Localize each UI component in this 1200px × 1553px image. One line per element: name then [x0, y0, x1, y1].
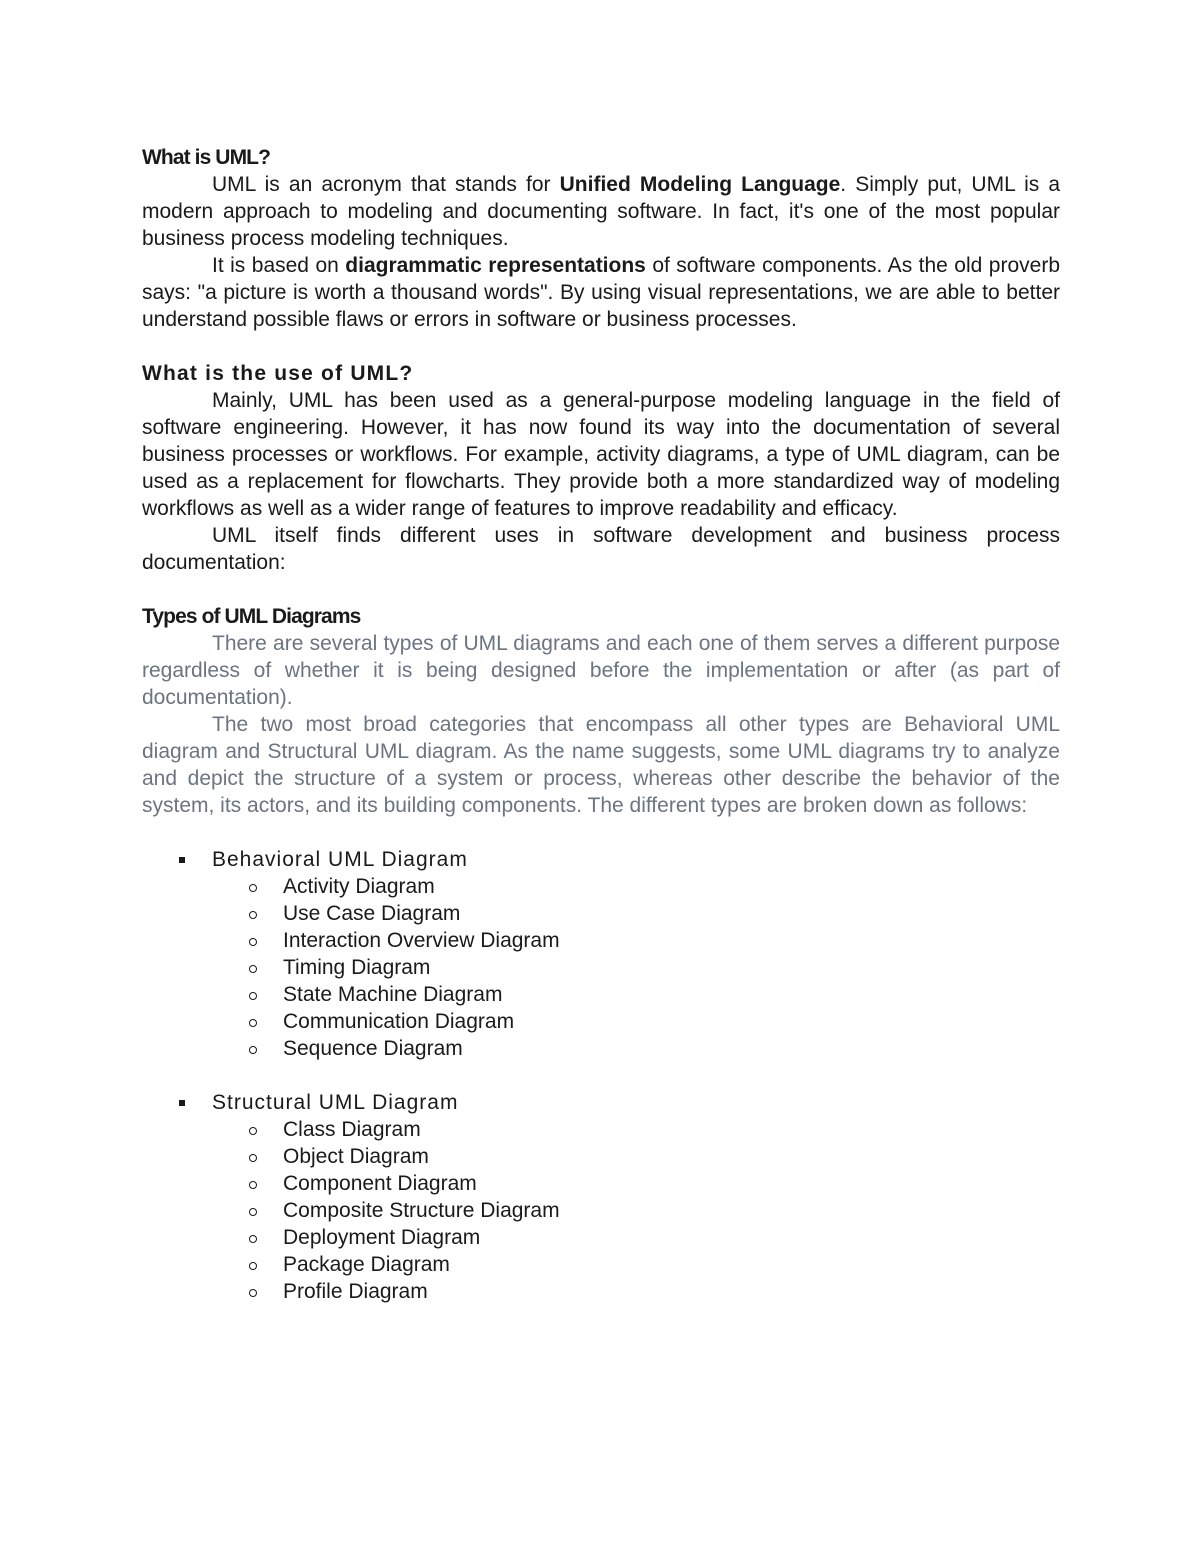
- square-bullet-icon: [179, 857, 185, 863]
- sublist-behavioral: [212, 873, 1060, 1062]
- list-item-label: State Machine Diagram: [283, 983, 503, 1006]
- list-item: [212, 900, 1060, 927]
- circle-bullet-icon: [249, 1289, 257, 1297]
- circle-bullet-icon: [249, 1208, 257, 1216]
- text-segment: UML is an acronym that stands for: [212, 173, 560, 196]
- circle-bullet-icon: [249, 1046, 257, 1054]
- paragraph-types-intro: There are several types of UML diagrams and each one of them serves a different purpose regardless of whether it is being designed before the implementation or after (as part of documentation).: [142, 632, 1060, 709]
- heading-types-of-uml: Types of UML Diagrams: [142, 605, 361, 628]
- paragraph-uml-acronym: [142, 171, 1060, 252]
- paragraph-uml-uses: UML itself finds different uses in software development and business process documentation:: [142, 524, 1060, 574]
- list-behavioral: [142, 846, 1060, 1062]
- list-item-label: Timing Diagram: [283, 956, 431, 979]
- circle-bullet-icon: [249, 992, 257, 1000]
- circle-bullet-icon: [249, 1127, 257, 1135]
- circle-bullet-icon: [249, 1154, 257, 1162]
- list-item-label: Activity Diagram: [283, 875, 435, 898]
- list-item-behavioral: [142, 846, 1060, 1062]
- bold-term-diagrammatic-representations: diagrammatic representations: [345, 254, 646, 277]
- list-item: [212, 954, 1060, 981]
- list-item-label: Class Diagram: [283, 1118, 421, 1141]
- list-item: [212, 1251, 1060, 1278]
- square-bullet-icon: [179, 1100, 185, 1106]
- list-item: [212, 927, 1060, 954]
- list-item-label: Sequence Diagram: [283, 1037, 463, 1060]
- list-label: Structural UML Diagram: [212, 1091, 459, 1114]
- circle-bullet-icon: [249, 1019, 257, 1027]
- list-item-label: Deployment Diagram: [283, 1226, 481, 1249]
- list-item-label: Object Diagram: [283, 1145, 429, 1168]
- text-segment: It is based on: [212, 254, 346, 277]
- list-item: [212, 1197, 1060, 1224]
- list-item-label: Component Diagram: [283, 1172, 477, 1195]
- text-segment: . Simply put, UML is a modern approach to modeling and documenting software. In fact, it's one of the most popular business process modeling techniques.: [142, 173, 1061, 250]
- bold-term-unified-modeling-language: Unified Modeling Language: [559, 173, 841, 196]
- circle-bullet-icon: [249, 938, 257, 946]
- text-segment: of software components. As the old proverb says: "a picture is worth a thousand words". By using visual representations, we are able to better understand possible flaws or errors in software or business processes.: [142, 254, 1061, 331]
- circle-bullet-icon: [249, 1235, 257, 1243]
- list-item: [212, 1224, 1060, 1251]
- heading-use-of-uml: What is the use of UML?: [142, 362, 414, 385]
- list-item-label: Composite Structure Diagram: [283, 1199, 560, 1222]
- list-item: [212, 1116, 1060, 1143]
- list-item: [212, 981, 1060, 1008]
- list-item-label: Communication Diagram: [283, 1010, 515, 1033]
- sublist-structural: [212, 1116, 1060, 1305]
- list-item-label: Package Diagram: [283, 1253, 450, 1276]
- list-structural: [142, 1089, 1060, 1305]
- heading-what-is-uml: What is UML?: [142, 146, 271, 169]
- paragraph-diagrammatic: [142, 252, 1060, 333]
- list-item: [212, 1035, 1060, 1062]
- circle-bullet-icon: [249, 1262, 257, 1270]
- list-item-structural: [142, 1089, 1060, 1305]
- list-item-label: Interaction Overview Diagram: [283, 929, 560, 952]
- list-item: [212, 1008, 1060, 1035]
- list-label: Behavioral UML Diagram: [212, 848, 468, 871]
- paragraph-categories: The two most broad categories that encompass all other types are Behavioral UML diagram and Structural UML diagram. As the name suggests, some UML diagrams try to analyze and depict the structure of a system or process, whereas other describe the behavior of the system, its actors, and its building components. The different types are broken down as follows:: [142, 713, 1060, 817]
- document-page: [142, 144, 1060, 1305]
- list-item-label: Use Case Diagram: [283, 902, 461, 925]
- list-item: [212, 873, 1060, 900]
- circle-bullet-icon: [249, 1181, 257, 1189]
- circle-bullet-icon: [249, 965, 257, 973]
- paragraph-uml-use-mainly: Mainly, UML has been used as a general-purpose modeling language in the field of software engineering. However, it has now found its way into the documentation of several business processes or workflows. For example, activity diagrams, a type of UML diagram, can be used as a replacement for flowcharts. They provide both a more standardized way of modeling workflows as well as a wider range of features to improve readability and efficacy.: [142, 389, 1060, 520]
- list-item-label: Profile Diagram: [283, 1280, 428, 1303]
- list-item: [212, 1170, 1060, 1197]
- circle-bullet-icon: [249, 911, 257, 919]
- list-item: [212, 1278, 1060, 1305]
- list-item: [212, 1143, 1060, 1170]
- circle-bullet-icon: [249, 884, 257, 892]
